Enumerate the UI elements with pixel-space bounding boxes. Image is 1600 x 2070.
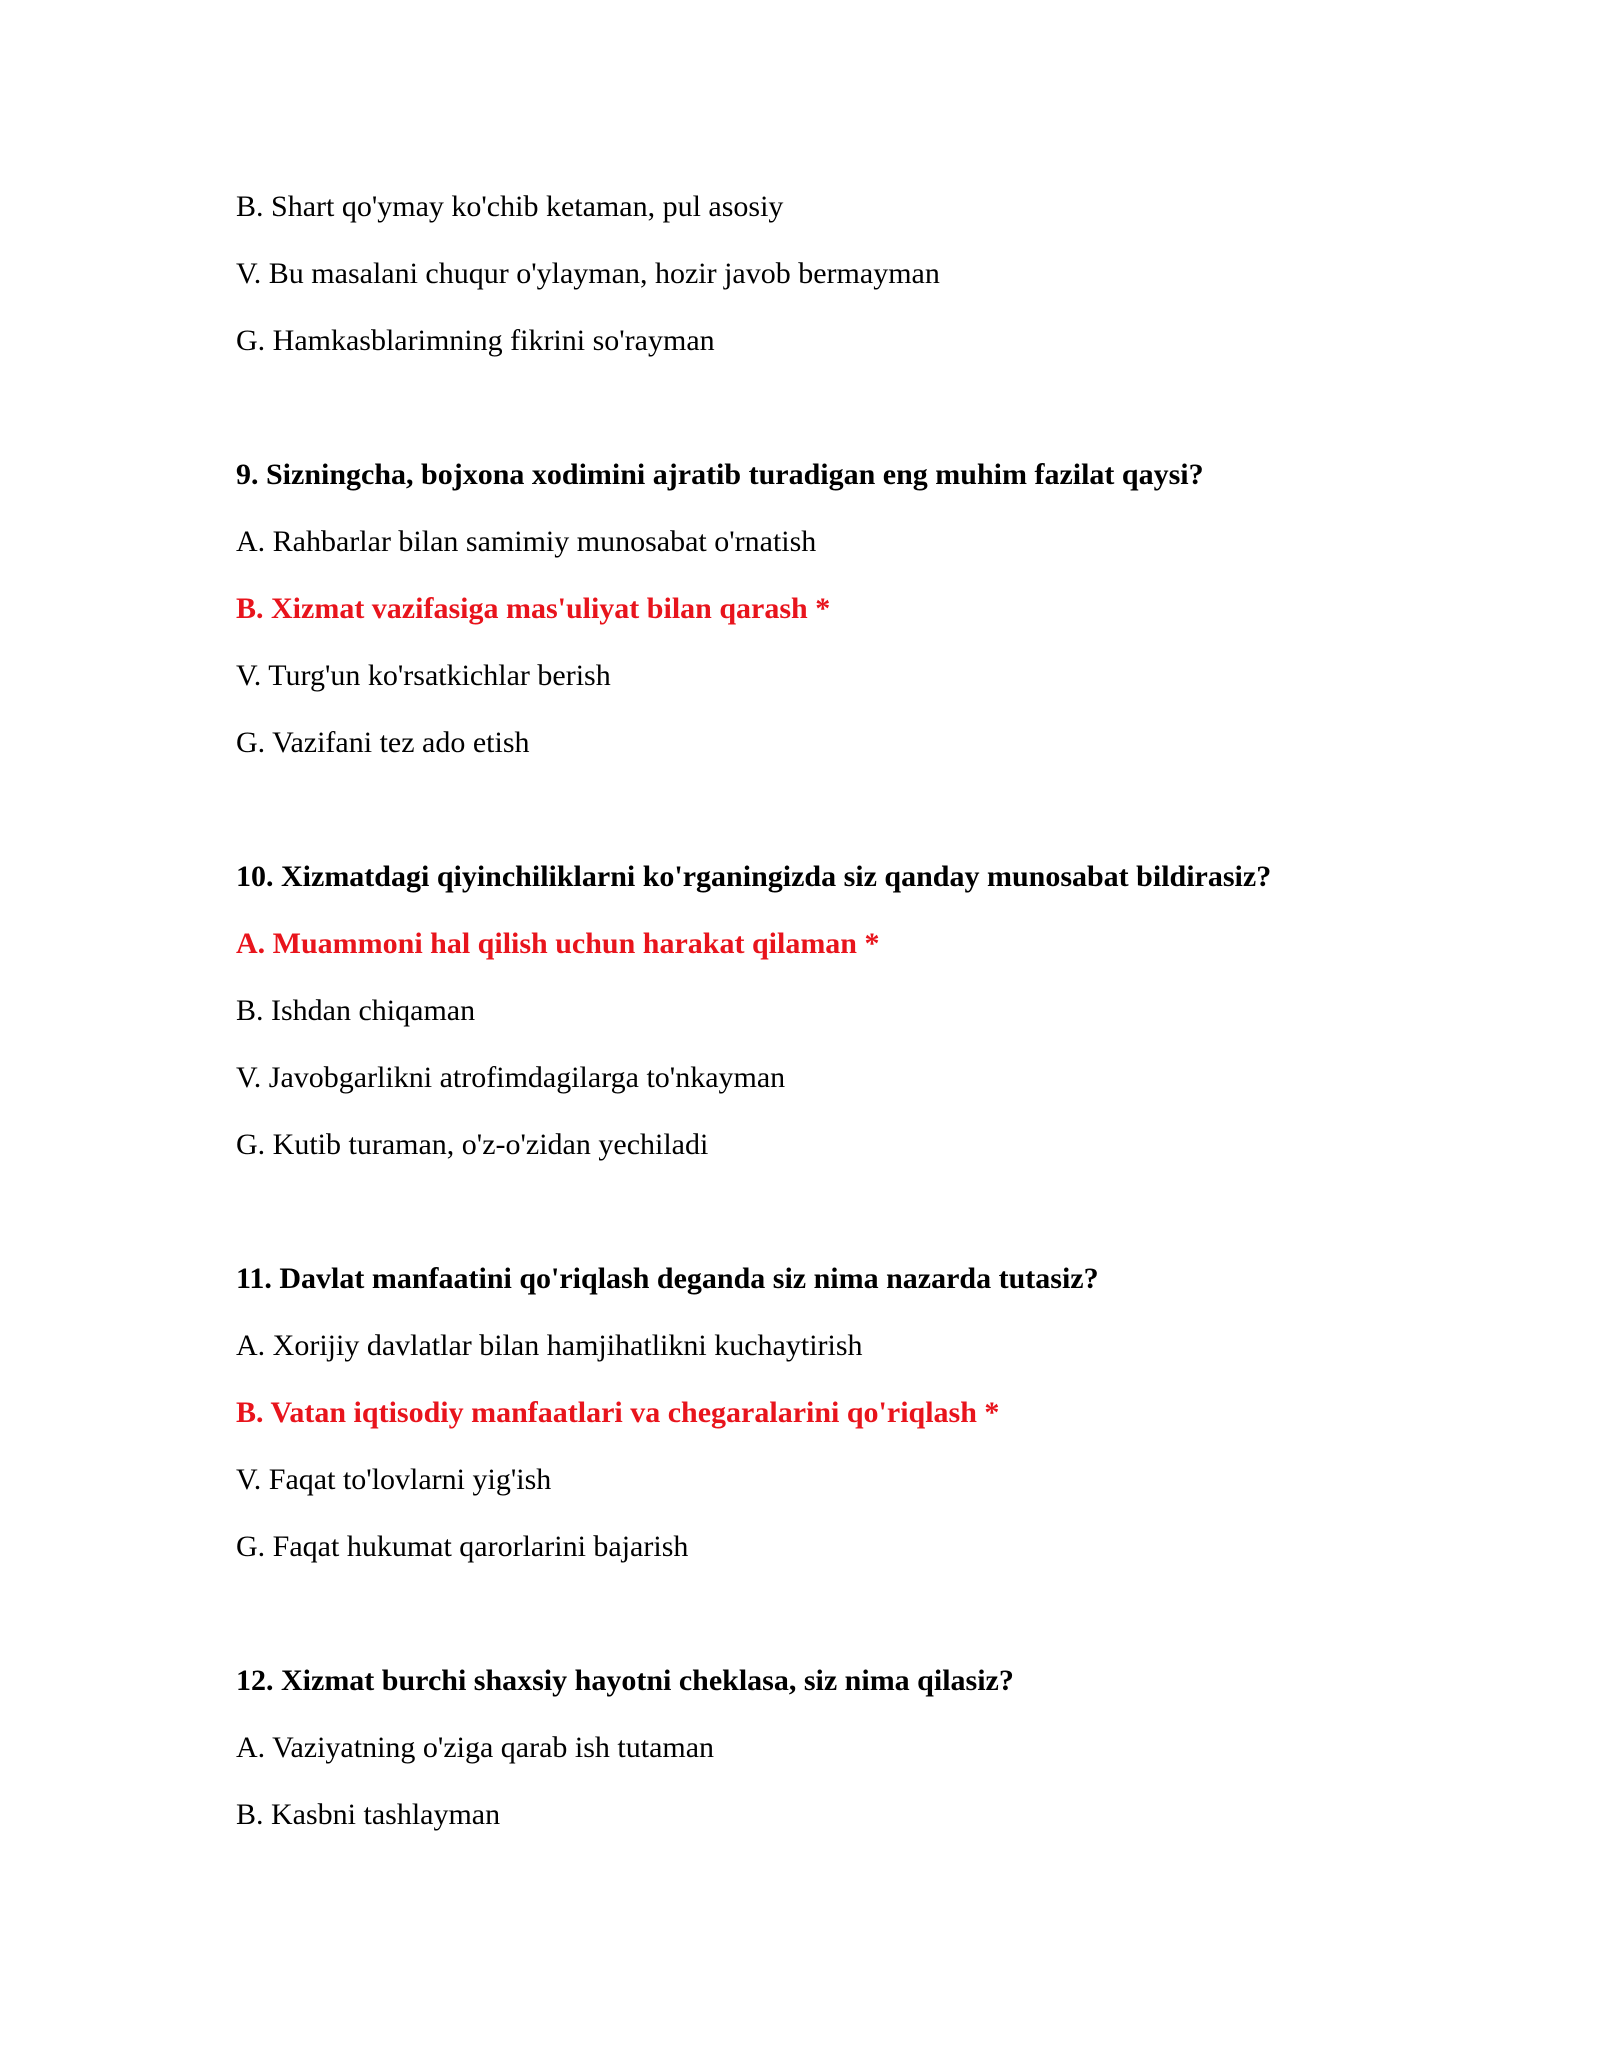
- option: B. Ishdan chiqaman: [236, 994, 476, 1027]
- option: G. Faqat hukumat qarorlarini bajarish: [236, 1530, 689, 1563]
- option: A. Rahbarlar bilan samimiy munosabat o'rnatish: [236, 525, 817, 558]
- option: A. Vaziyatning o'ziga qarab ish tutaman: [236, 1731, 715, 1764]
- question-9: 9. Sizningcha, bojxona xodimini ajratib turadigan eng muhim fazilat qaysi?: [236, 458, 1204, 491]
- question-12: 12. Xizmat burchi shaxsiy hayotni cheklasa, siz nima qilasiz?: [236, 1664, 1014, 1697]
- option: G. Hamkasblarimning fikrini so'rayman: [236, 324, 715, 357]
- option: B. Shart qo'ymay ko'chib ketaman, pul asosiy: [236, 190, 784, 223]
- option: V. Turg'un ko'rsatkichlar berish: [236, 659, 611, 692]
- option: V. Bu masalani chuqur o'ylayman, hozir javob bermayman: [236, 257, 940, 290]
- correct-option: A. Muammoni hal qilish uchun harakat qilaman *: [236, 927, 880, 960]
- option: V. Javobgarlikni atrofimdagilarga to'nkayman: [236, 1061, 786, 1094]
- question-10: 10. Xizmatdagi qiyinchiliklarni ko'rganingizda siz qanday munosabat bildirasiz?: [236, 860, 1272, 893]
- option: B. Kasbni tashlayman: [236, 1798, 501, 1831]
- option: V. Faqat to'lovlarni yig'ish: [236, 1463, 552, 1496]
- correct-option: B. Xizmat vazifasiga mas'uliyat bilan qarash *: [236, 592, 831, 625]
- question-11: 11. Davlat manfaatini qo'riqlash deganda siz nima nazarda tutasiz?: [236, 1262, 1099, 1295]
- correct-option: B. Vatan iqtisodiy manfaatlari va chegaralarini qo'riqlash *: [236, 1396, 1000, 1429]
- option: G. Vazifani tez ado etish: [236, 726, 530, 759]
- option: G. Kutib turaman, o'z-o'zidan yechiladi: [236, 1128, 709, 1161]
- option: A. Xorijiy davlatlar bilan hamjihatlikni kuchaytirish: [236, 1329, 863, 1362]
